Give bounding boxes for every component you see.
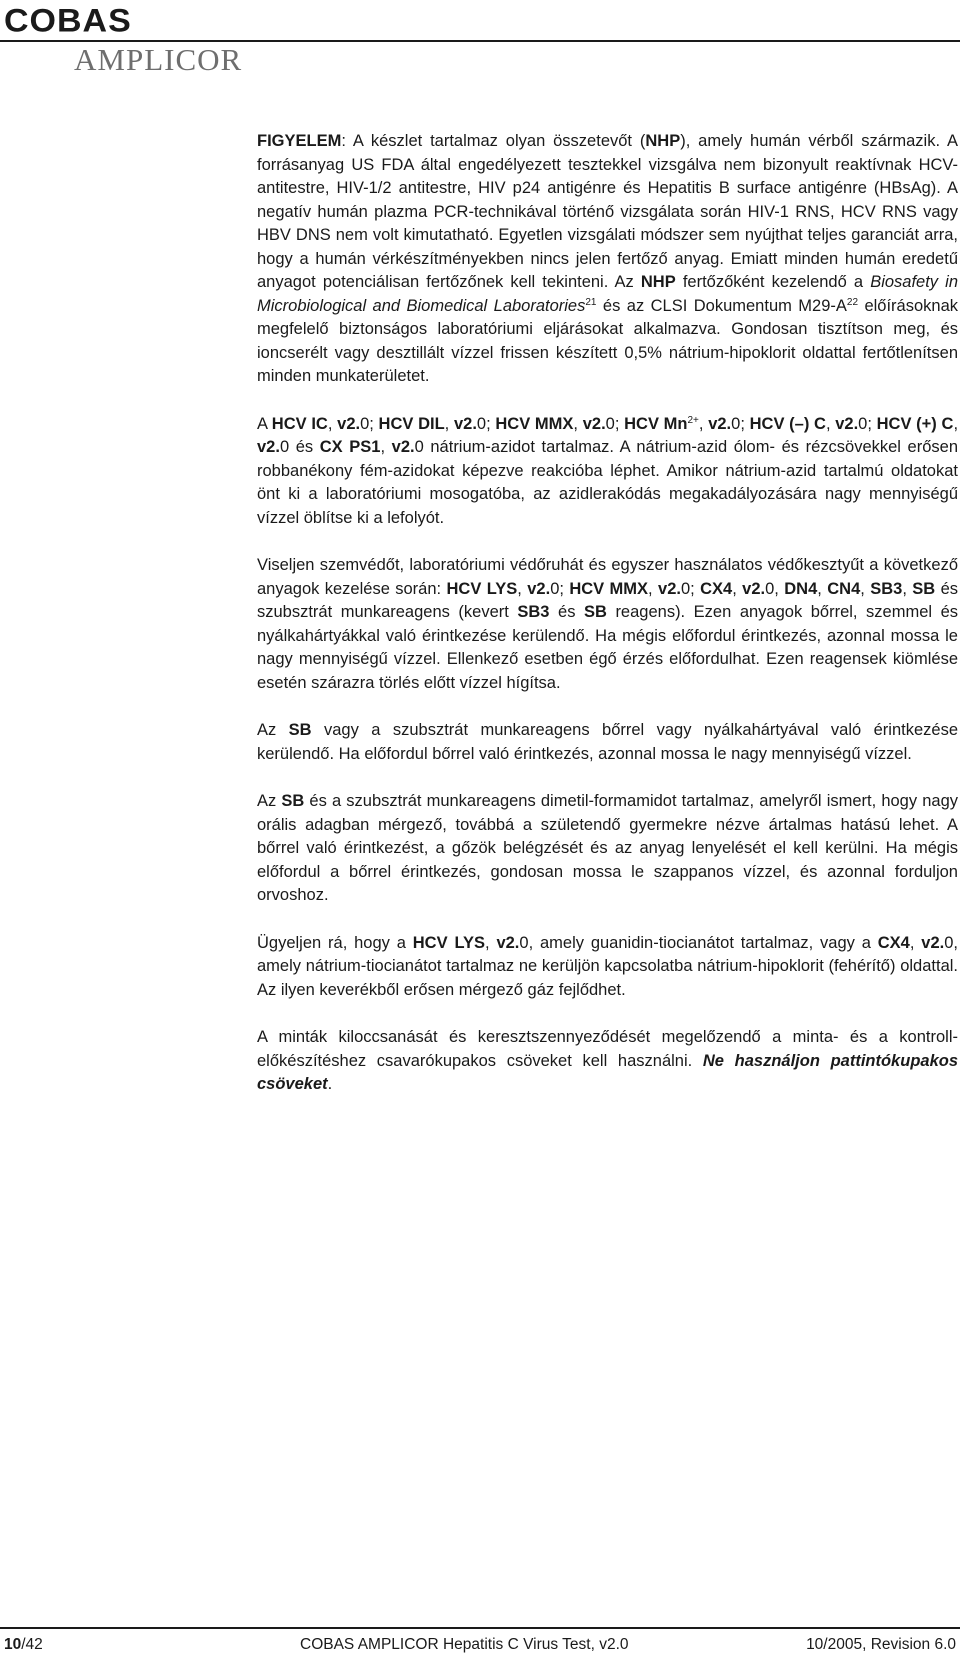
dimethylformamide-paragraph: Az SB és a szubsztrát munkareagens dimetil-formamidot tartalmaz, amelyről ismert, hogy nagy orális adagban mérgező, továbbá a születendő gyermekre nézve ártalmas hatású lehet. A bőrrel való érintkezést, a gőzök belégzését és az anyag lenyelését el kell kerülni. Ha mégis előfordul a bőrrel érintkezés, gondosan mossa le szappanos vízzel, és azonnal forduljon orvoshoz. bbox=[257, 792, 959, 904]
emphasis-warning: Ne használjon pattintókupakos csöveket bbox=[257, 1051, 959, 1093]
tube-usage-paragraph: A minták kiloccsanását és keresztszennyeződését megelőzendő a minta- és a kontroll-előkészítéshez csavarókupakos csöveket kell használni. Ne használjon pattintókupakos csöveket. bbox=[257, 1028, 959, 1093]
protective-equipment-paragraph: Viseljen szemvédőt, laboratóriumi védőruhát és egyszer használatos védőkesztyűt a következő anyagok kezelése során: HCV LYS, v2.0; HCV MMX, v2.0; CX4, v2.0, DN4, CN4, SB3, SB és szubsztrát munkareagens (kevert SB3 és SB reagens). Ezen anyagok bőrrel, szemmel és nyálkahártyákkal való érintkezése kerülendő. Ha mégis előfordul érintkezés, azonnal mossa le nagy mennyiségű vízzel. Ellenkező esetben égő érzés előfordulhat. Ezen reagensek kiömlése esetén szárazra törlés előtt vízzel hígítsa. bbox=[257, 556, 959, 692]
amplicor-logo: AMPLICOR bbox=[74, 42, 243, 77]
footer-rule bbox=[0, 1627, 960, 1629]
cobas-logo: COBAS bbox=[4, 2, 132, 40]
footnote-ref: 22 bbox=[846, 296, 859, 308]
warning-paragraph: FIGYELEM: A készlet tartalmaz olyan összetevőt (NHP), amely humán vérből származik. A forrásanyag US FDA által engedélyezett tesztekkel vizsgálva nem bizonyult reaktívnak HCV-antitestre, HIV-1/2 antitestre, HIV p24 antigénre és Hepatitis B surface antigénre (HBsAg). A negatív humán plazma PCR-technikával történő vizsgálata során HIV-1 RNS, HCV RNS vagy HBV DNS nem volt kimutatható. Egyetlen vizsgálati módszer sem nyújthat teljes garanciát arra, hogy a humán vérkészítményekben nincs jelen fertőző anyag. Emiatt minden humán eredetű anyagot potenciálisan fertőzőnek kell tekinteni. Az NHP fertőzőként kezelendő a Biosafety in Microbiological and Biomedical Laboratories$^{21}$ és az CLSI Dokumentum $M29-A^{22}$ előírásoknak megfelelő biztonságos laboratóriumi eljárásokat alkalmazva. Gondosan tisztítson meg, és ioncserélt vagy desztillált vízzel frissen készített 0,5% nátrium-hipoklorit oldattal fertőtlenítsen minden munkaterületet. bbox=[257, 132, 959, 385]
reference-title: Biosafety in Microbiological and Biomedical Laboratories bbox=[257, 273, 959, 315]
footer-title: COBAS AMPLICOR Hepatitis C Virus Test, v2.0 bbox=[300, 1636, 629, 1653]
document-body bbox=[257, 130, 960, 1097]
footnote-ref: 21 bbox=[585, 296, 597, 308]
warning-label: FIGYELEM bbox=[257, 132, 342, 150]
page-number: 10/42 bbox=[4, 1636, 43, 1653]
sodium-azide-paragraph: A HCV IC, v2.0; HCV DIL, v2.0; HCV MMX, v2.0; HCV $Mn^{2+}$, v2.0; HCV (–) C, v2.0; HCV (+) C, v2.0 és CX PS1, v2.0 nátrium-azidot tartalmaz. A nátrium-azid ólom- és rézcsövekkel erősen robbanékony fém-azidokat képezve reakcióba léphet. Amikor nátrium-azid tartalmú oldatokat önt ki a laboratóriumi mosogatóba, az azidlerakódás megakadályozására nagy mennyiségű vízzel öblítse ki a lefolyót. bbox=[257, 414, 959, 527]
sb-contact-paragraph: Az SB vagy a szubsztrát munkareagens bőrrel vagy nyálkahártyával való érintkezése kerülendő. Ha előfordul bőrrel való érintkezés, azonnal mossa le nagy mennyiségű vízzel. bbox=[257, 721, 958, 763]
footer-revision: 10/2005, Revision 6.0 bbox=[806, 1636, 956, 1653]
bleach-warning-paragraph: Ügyeljen rá, hogy a HCV LYS, v2.0, amely guanidin-tiocianátot tartalmaz, vagy a CX4, v2.0, amely nátrium-tiocianátot tartalmaz ne kerüljön kapcsolatba nátrium-hipoklorit (fehérítő) oldattal. Az ilyen keverékből erősen mérgező gáz fejlődhet. bbox=[257, 933, 958, 999]
